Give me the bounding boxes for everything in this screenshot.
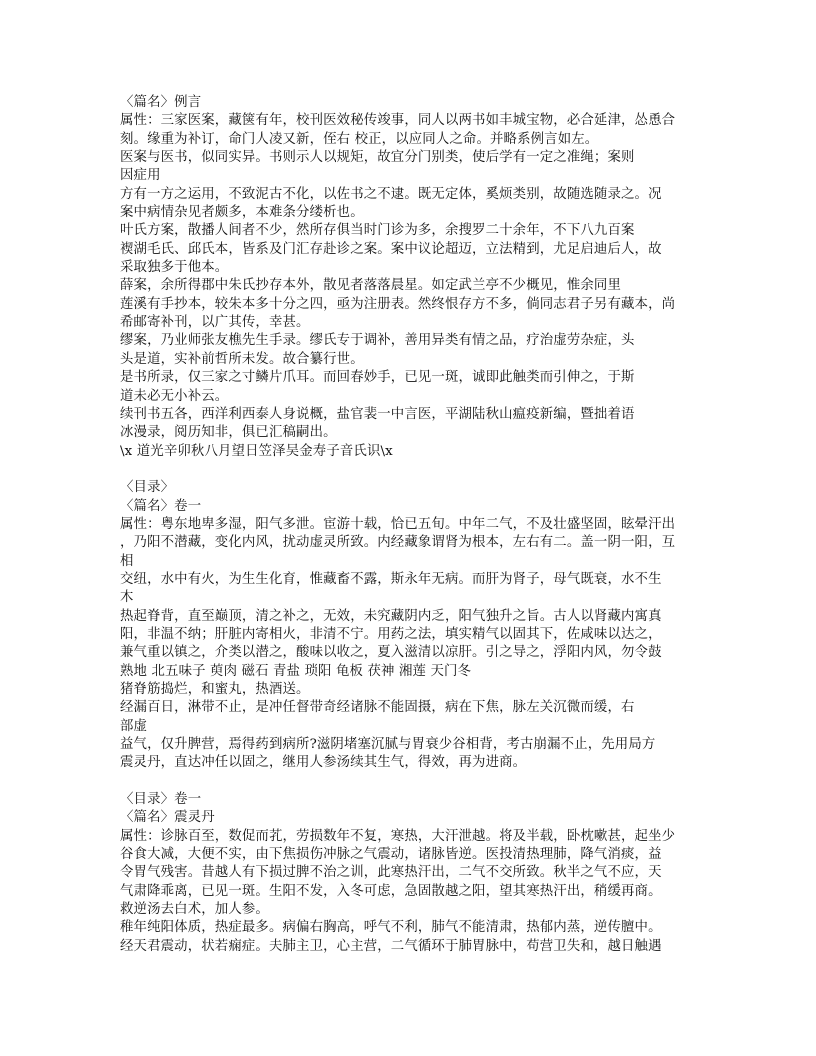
text-line: 是书所录，仅三家之寸鳞片爪耳。而回春妙手，已见一斑，诚即此触类而引伸之，于斯	[120, 370, 635, 386]
section-heading: 〈目录〉	[120, 480, 175, 496]
section-heading: 〈篇名〉震灵丹	[120, 810, 215, 826]
text-line: 〈篇名〉例言	[120, 95, 202, 110]
section-heading: 〈目录〉卷一	[120, 792, 202, 808]
text-line: 属性：诊脉百至，数促而芤，劳损数年不复，寒热，大汗泄越。将及半载，卧枕嗽甚，起坐少	[120, 828, 676, 844]
text-line: 猪脊筋捣烂，和蜜丸，热酒送。	[120, 682, 310, 697]
text-line: 头是道，实补前哲所未发。故合纂行世。	[120, 351, 364, 367]
blank-line	[120, 773, 710, 791]
text-line: 交纽，水中有火，为生生化育，惟藏畜不露，斯永年无病。而肝为肾子，母气既衰，水不生	[120, 571, 662, 587]
text-line: 属性：三家医案，藏箧有年，校刊医效秘传竣事，同人以两书如丰城宝物，必合延津，怂恿合	[120, 113, 676, 129]
text-line: 稚年纯阳体质，热症最多。病偏右胸高，呼气不利，肺气不能清肃，热郁内蒸，逆传膻中。	[120, 920, 662, 936]
text-line: 热起脊背，直至巅顶，清之补之，无效，未究藏阴内乏，阳气独升之旨。古人以肾藏内寓真	[120, 608, 662, 624]
text-line: 缪案，乃业师张友樵先生手录。缪氏专于调补，善用异类有情之品，疗治虚劳杂症，头	[120, 333, 635, 349]
text-line: 属性：粤东地卑多湿，阳气多泄。宦游十载，恰已五旬。中年二气，不及壮盛坚固，眩晕汗出	[120, 516, 676, 532]
text-line: 木	[120, 590, 134, 606]
text-line: 医案与医书，似同实异。书则示人以规矩，故宜分门别类，使后学有一定之准绳；案则	[120, 150, 635, 166]
prescription-line: 熟地 北五味子 萸肉 磁石 青盐 琐阳 龟板 茯神 湘莲 天门冬	[120, 663, 472, 679]
text-line: 气肃降乖离，已见一斑。生阳不发，入冬可虑，急固散越之阳，望其寒热汗出，稍缓再商。	[120, 883, 662, 899]
section-heading: 〈篇名〉卷一	[120, 498, 202, 514]
signature-line: \x 道光辛卯秋八月望日笠泽吴金寿子音氏识\x	[120, 443, 393, 459]
text-line: 叶氏方案，散播人间者不少，然所存俱当时门诊为多，余搜罗二十余年，不下八九百案	[120, 223, 635, 239]
text-line: 相	[120, 553, 134, 569]
text-line: ，乃阳不潜藏，变化内风，扰动虚灵所致。内经藏象谓肾为根本，左右有二。盖一阴一阳，互	[120, 535, 676, 551]
text-line: 莲溪有手抄本，较朱本多十分之四，亟为注册表。然终恨存方不多，倘同志君子另有藏本，尚	[120, 296, 676, 312]
text-line: 方有一方之运用，不致泥古不化，以佐书之不逮。既无定体，奚烦类别，故随选随录之。况	[120, 186, 662, 202]
text-line: 益气，仅升脾营，焉得药到病所?滋阴堵塞沉腻与胃衰少谷相背，考古崩漏不止，先用局方	[120, 737, 656, 753]
text-line: 续刊书五各，西洋利西泰人身说概，盐官裴一中言医，平湖陆秋山瘟疫新编，暨拙着语	[120, 406, 635, 422]
blank-line	[120, 461, 710, 479]
text-line: 部虚	[120, 718, 148, 734]
text-line: 希邮寄补刊，以广其传，幸甚。	[120, 315, 310, 331]
text-line: 刻。缘重为补订，命门人凌又新，侄右 校正，以应同人之命。并略系例言如左。	[120, 131, 599, 147]
text-line: 采取独多于他本。	[120, 260, 229, 276]
text-line: 薛案，余所得郡中朱氏抄存本外，散见者落落晨星。如定武兰亭不少概见，惟余同里	[120, 278, 622, 294]
text-line: 震灵丹，直达冲任以固之，继用人参汤续其生气，得效，再为进商。	[120, 755, 527, 771]
text-line: 褉湖毛氏、邱氏本，皆系及门汇存赴诊之案。案中议论超迈，立法精到，尤足启迪后人，故	[120, 241, 662, 257]
text-line: 兼气重以镇之，介类以潜之，酸味以收之，夏入滋清以凉肝。引之导之，浮阳内风，勿令鼓	[120, 645, 662, 661]
text-line: 因症用	[120, 168, 161, 184]
text-line: 冰漫录，阅历知非，俱已汇稿嗣出。	[120, 425, 337, 441]
document-page	[120, 94, 710, 956]
text-line: 案中病情杂见者颇多，本难条分缕析也。	[120, 205, 364, 221]
text-line: 令胃气残害。昔越人有下损过脾不治之训，此寒热汗出，二气不交所致。秋半之气不应，天	[120, 865, 662, 881]
text-line: 经漏百日，淋带不止，是冲任督带奇经诸脉不能固摄，病在下焦，脉左关沉微而缓，右	[120, 700, 635, 716]
text-line: 救逆汤去白术，加人参。	[120, 902, 269, 918]
text-line: 阳，非温不纳；肝脏内寄相火，非清不宁。用药之法，填实精气以固其下，佐咸味以达之，	[120, 626, 662, 642]
text-line: 谷食大减，大便不实，由下焦损伤冲脉之气震动，诸脉皆逆。医投清热理肺，降气消痰，益	[120, 847, 662, 863]
text-line: 道未必无小补云。	[120, 388, 229, 404]
text-line: 经天君震动，状若痫症。夫肺主卫，心主营，二气循环于肺胃脉中，苟营卫失和，越日触遇	[120, 938, 662, 954]
